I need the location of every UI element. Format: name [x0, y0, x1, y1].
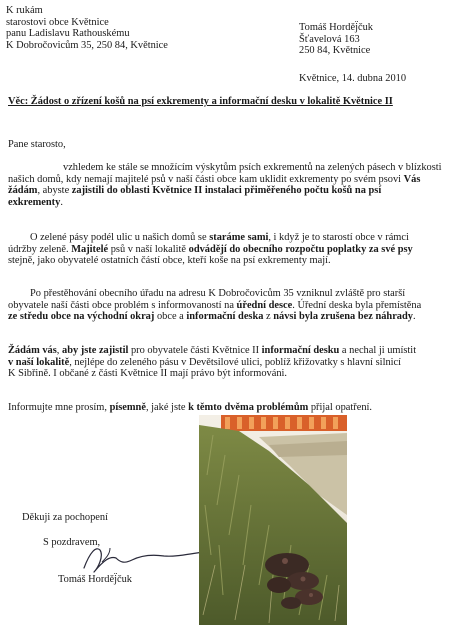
text-run-bold: žádám [8, 185, 38, 197]
text-run: , nejlépe do zeleného pásu v Devětsilové ulici, poblíž křižovatky s hlavní silnicí [69, 356, 402, 368]
text-line [8, 197, 438, 209]
text-run-bold: odvádějí do obecního rozpočtu poplatky za své psy [188, 243, 413, 255]
text-run-bold: písemně [109, 402, 146, 413]
text-run: a nechal ji umístit [339, 345, 417, 356]
text-run: , i když je to starostí obce v rámci [268, 232, 409, 243]
text-run-bold: Žádám vás [8, 345, 57, 356]
sender-address [299, 22, 373, 57]
text-run-bold: informační desku [261, 345, 340, 356]
text-run: psů v naší lokalitě [108, 243, 189, 255]
text-run: , abyste [37, 185, 72, 197]
paragraph-2 [8, 232, 438, 267]
text-run: . Úřední deska byla přemístěna [292, 299, 422, 311]
text-line: vzhledem ke stále se množícím výskytům psích exkrementů na zelených pásech v blízkosti [63, 162, 442, 173]
paragraph-5 [8, 402, 438, 414]
photo-dog-excrement [199, 415, 347, 625]
sender-city: 250 84, Květnice [299, 45, 371, 57]
paragraph-1 [8, 162, 442, 208]
signed-name: Tomáš Horděj̈čuk [58, 574, 133, 585]
sender-name: Tomáš Horděj̈čuk [299, 22, 374, 33]
text-line: K Sibřině. I občané z části Květnice II mají právo být informováni. [8, 368, 288, 380]
text-run: , jaké jste [145, 402, 189, 413]
text-run: Informujte mne prosím, [8, 402, 110, 413]
text-run: , [56, 345, 62, 356]
text-run: . [60, 196, 63, 208]
text-line [8, 345, 438, 357]
text-run-bold: staráme sami [209, 232, 269, 243]
text-line [8, 174, 438, 186]
text-run-bold: k těmto dvěma problémům [188, 402, 309, 413]
text-run-bold: Majitelé [71, 243, 109, 255]
letter-date: Květnice, 14. dubna 2010 [299, 73, 407, 84]
text-run-bold: v naší lokalitě [8, 356, 70, 368]
handwritten-signature [80, 542, 210, 576]
text-line [8, 402, 438, 414]
text-line: Po přestěhování obecního úřadu na adresu K Dobročovicům 35 vzniknul zvláště pro starší [30, 288, 406, 299]
text-line [8, 311, 438, 323]
recipient-address [6, 5, 168, 51]
text-run: obce a [154, 311, 187, 323]
text-run: přijal opatření. [308, 402, 373, 413]
paragraph-3 [8, 288, 438, 323]
text-line [8, 300, 438, 312]
text-run-bold: exkrementy [8, 196, 61, 208]
salutation: Pane starosto, [8, 139, 66, 150]
text-line [8, 185, 438, 197]
photo-illustration [199, 415, 347, 625]
text-run-bold: ze středu obce na východní okraj [8, 311, 155, 323]
text-run: pro obyvatele části Květnice II [128, 345, 262, 356]
text-run-bold: návsi byla zrušena bez náhrady [273, 311, 413, 323]
text-run-bold: informační deska [186, 311, 264, 323]
text-run: z [263, 311, 274, 323]
recipient-line: panu Ladislavu Rathouskému [6, 28, 130, 40]
text-run-bold: úřední desce [236, 299, 293, 311]
closing-regards: S pozdravem, [43, 537, 101, 548]
text-line [8, 244, 438, 256]
text-run: údržby zeleně. [8, 243, 72, 255]
recipient-line: K Dobročovicům 35, 250 84, Květnice [6, 39, 168, 51]
text-line: stejně, jako obyvatelé ostatních částí obce, kteří koše na psí exkrementy mají. [8, 255, 331, 267]
sender-street: Šťavelová 163 [299, 33, 360, 45]
text-line [8, 232, 438, 244]
closing-thanks: Děkuji za pochopení [22, 512, 108, 523]
text-run: našich domů, kdy nemají majitelé psů v naší části obce kam uklidit exkrementy po svém psovi [8, 173, 402, 185]
text-run: . [412, 311, 416, 323]
recipient-line: K rukám [6, 5, 43, 16]
text-line [8, 357, 438, 369]
text-run-bold: aby jste zajistil [62, 345, 129, 356]
recipient-line: starostovi obce Květnice [6, 16, 109, 28]
fence [221, 415, 347, 431]
text-run: obyvatele naší části obce problém s informovaností na [8, 299, 237, 311]
letter-subject: Věc: Žádost o zřízení košů na psí exkrementy a informační desku v lokalitě Květnice II [8, 96, 393, 107]
paragraph-4 [8, 345, 438, 380]
text-run: O zelené pásy podél ulic u našich domů se [30, 232, 210, 243]
text-run-bold: zajistili do oblasti Květnice II instalaci přiměřeného počtu košů na psí [71, 185, 382, 197]
text-run-bold: Vás [403, 173, 421, 185]
